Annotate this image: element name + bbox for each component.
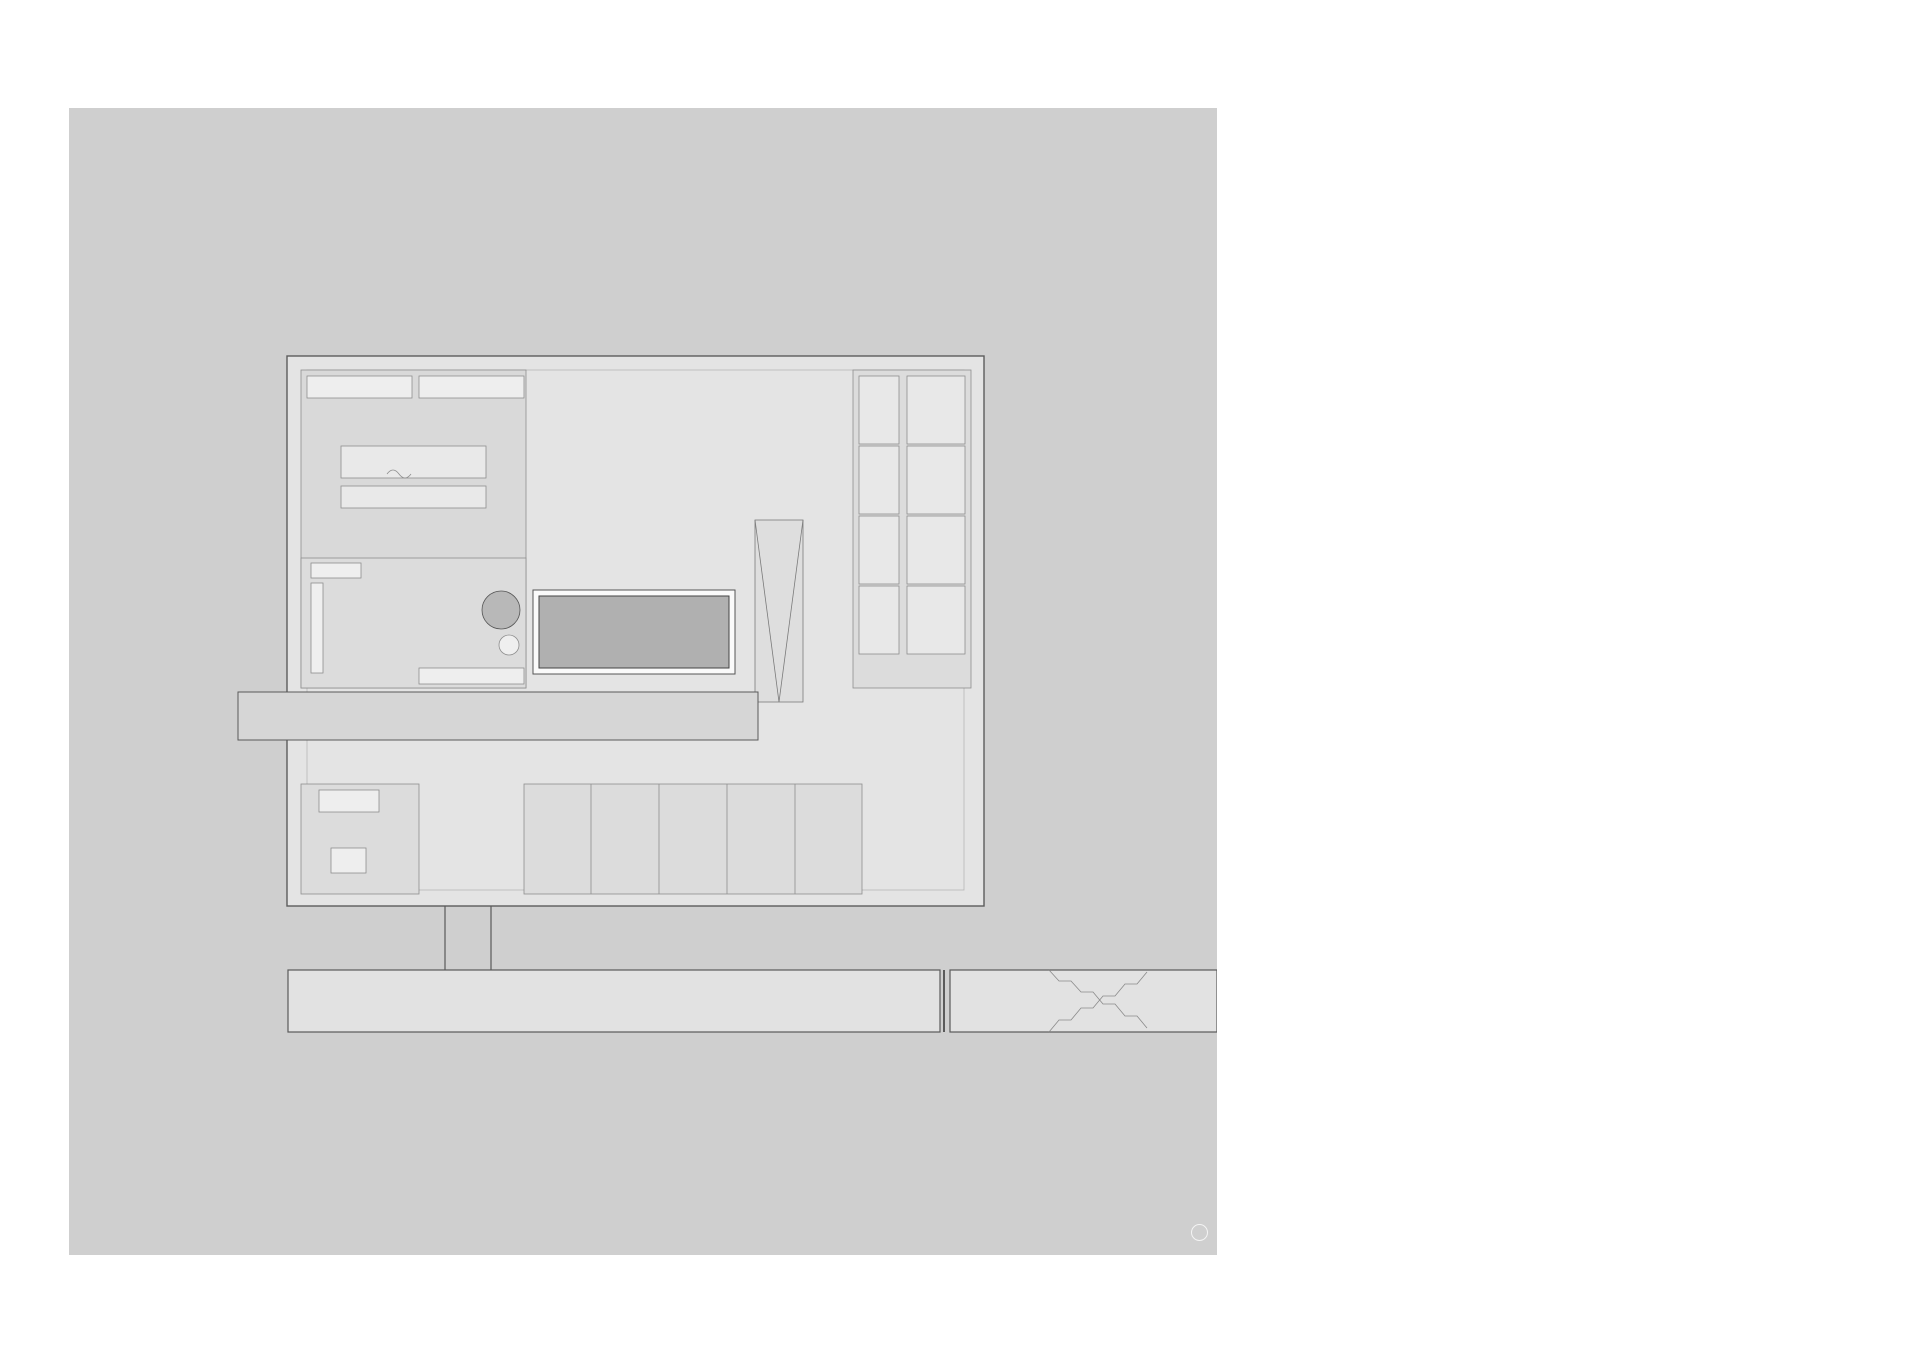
skylight-pool [533, 590, 735, 674]
author-footer [1829, 1292, 1861, 1311]
ramp [755, 520, 803, 702]
drawing-caption [1196, 1210, 1212, 1221]
toilet-block-east [853, 370, 971, 688]
scale-indicator [1191, 1224, 1212, 1241]
toilet-block-south [301, 784, 862, 894]
entrance-corridor [238, 692, 758, 740]
kitchen-area [301, 558, 526, 688]
floor-plan-panel [69, 108, 1217, 1255]
floor-plan-drawing [69, 108, 1217, 1255]
matlab-code-panel [1286, 106, 1866, 165]
walkway [288, 906, 1217, 1032]
north-arrow-icon [1191, 1224, 1208, 1241]
course-header [447, 52, 475, 71]
